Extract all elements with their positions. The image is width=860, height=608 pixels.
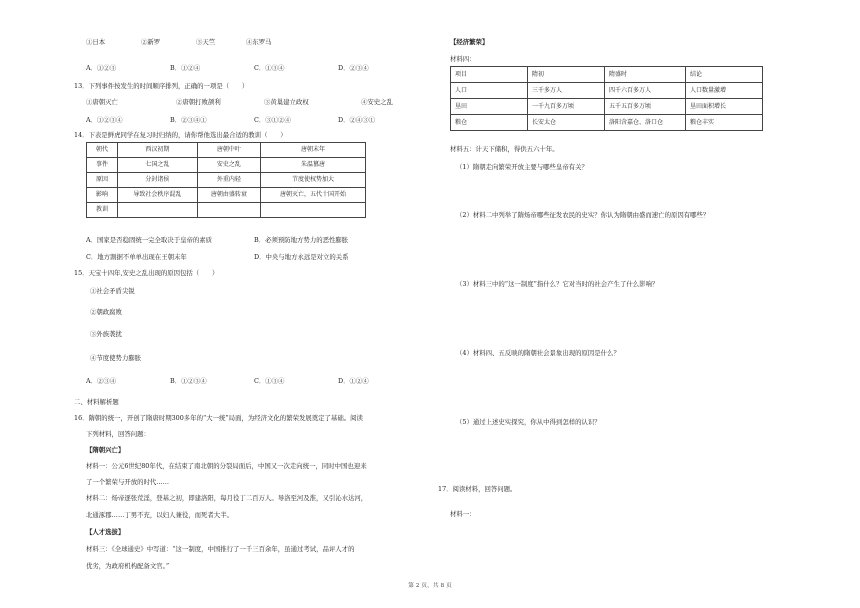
q15-answer-d: D．①②④ <box>338 377 369 385</box>
q13-option-2: ②唐朝打败颉利 <box>176 98 221 106</box>
table-cell: 影响 <box>87 188 118 203</box>
q14-answer-b: B．必须预防地方势力的恶性膨胀 <box>254 236 349 244</box>
table-cell: 人口 <box>451 83 528 99</box>
table-row <box>451 115 763 131</box>
page-footer: 第 2 页，共 8 页 <box>408 583 452 589</box>
q15-option-1: ①社会矛盾尖锐 <box>90 287 135 295</box>
economy-table <box>450 66 763 131</box>
q15-option-2: ②朝政腐败 <box>90 308 122 316</box>
table-cell: 垦田面积增长 <box>686 99 763 115</box>
table-row <box>451 67 763 83</box>
q13-option-3: ③黄巢建立政权 <box>264 98 309 106</box>
table-cell: 隋盛时 <box>605 67 686 83</box>
q14-table <box>86 142 366 218</box>
section-heading: 二、材料解析题 <box>74 398 119 406</box>
q13-answer-a: A．①②③④ <box>86 116 123 124</box>
table-row <box>87 158 366 173</box>
q15-stem: 15．天宝十四年,安史之乱出现的原因包括（ ） <box>74 269 219 277</box>
material-2-line2: 北通涿郡……丁男不充，以妇人兼役，而死者大半。 <box>86 511 233 519</box>
table-cell: 七国之乱 <box>118 158 198 173</box>
table-row <box>87 173 366 188</box>
material-3-line2: 优劣，为政府机构配备文官。” <box>86 562 170 570</box>
table-cell: 节度使权势加大 <box>260 173 365 188</box>
q12-answer-b: B．①②④ <box>170 64 201 72</box>
q12-answer-d: D．②③④ <box>338 64 369 72</box>
q15-answer-b: B．①②③④ <box>170 377 207 385</box>
q14-answer-a: A．国家是否稳固统一完全取决于皇帝的素质 <box>86 236 213 244</box>
subquestion-3: （3）材料三中的“这一制度”指什么？它对当时的社会产生了什么影响？ <box>456 280 659 288</box>
table-cell: 隋初 <box>528 67 605 83</box>
table-cell <box>118 203 198 218</box>
q16-stem-line1: 16．隋朝的统一，开创了隋唐时期300多年的“大一统”局面，为经济文化的繁荣发展奠定了基础。阅读 <box>74 414 363 422</box>
table-row <box>87 143 366 158</box>
table-cell: 人口数量激增 <box>686 83 763 99</box>
q17-stem: 17．阅读材料，回答问题。 <box>438 485 517 493</box>
q17-material-1-label: 材料一： <box>450 510 476 518</box>
table-cell: 三千多万人 <box>528 83 605 99</box>
heading-talent-selection: 【人才选拔】 <box>86 528 125 536</box>
material-3-line1: 材料三：《全球通史》中写道：“这一制度，中国推行了一千三百余年，虽通过考试，品评人才的 <box>86 545 355 553</box>
table-cell: 一千九百多万顷 <box>528 99 605 115</box>
q12-option-1: ①日本 <box>86 38 106 46</box>
material-4-label: 材料四： <box>450 55 476 63</box>
table-cell: 唐朝灭亡，五代十国开始 <box>260 188 365 203</box>
subquestion-1: （1）隋朝走向繁荣开放主要与哪些皇帝有关？ <box>456 163 588 171</box>
table-cell: 项目 <box>451 67 528 83</box>
subquestion-2: （2）材料二中列举了隋炀帝哪些征发农民的史实？你认为隋朝由盛而速亡的原因有哪些？ <box>456 211 710 219</box>
q15-option-4: ④节度使势力膨胀 <box>90 354 142 362</box>
table-cell: 垦田 <box>451 99 528 115</box>
q15-option-3: ③外族袭扰 <box>90 330 122 338</box>
table-cell: 粮仓丰实 <box>686 115 763 131</box>
q13-answer-c: C．③①②④ <box>254 116 291 124</box>
table-cell: 长安太仓 <box>528 115 605 131</box>
q14-stem: 14．下表是鲜虎同学在复习时归纳的，请你帮他选出最合适的教训（ ） <box>74 131 287 139</box>
table-cell: 分封诸侯 <box>118 173 198 188</box>
table-cell: 朝代 <box>87 143 118 158</box>
table-row <box>451 83 763 99</box>
table-row <box>87 188 366 203</box>
q12-option-4: ④东罗马 <box>246 38 272 46</box>
table-cell: 朱温篡唐 <box>260 158 365 173</box>
material-1-line2: 了一个繁荣与开放的时代…… <box>86 478 170 486</box>
table-cell: 粮仓 <box>451 115 528 131</box>
q13-answer-d: D．②④③① <box>338 116 376 124</box>
q13-option-4: ④安史之乱 <box>361 98 393 106</box>
table-cell: 结论 <box>686 67 763 83</box>
table-cell <box>260 203 365 218</box>
table-cell: 唐朝末年 <box>260 143 365 158</box>
table-cell: 安史之乱 <box>197 158 260 173</box>
heading-economy: 【经济繁荣】 <box>450 38 489 46</box>
table-cell: 唐朝由盛转衰 <box>197 188 260 203</box>
q12-option-2: ②新罗 <box>141 38 161 46</box>
q13-answer-b: B．②③④① <box>170 116 207 124</box>
subquestion-5: （5）通过上述史实探究，你从中得到怎样的认识？ <box>456 418 601 426</box>
q12-option-3: ③天竺 <box>196 38 216 46</box>
q16-stem-line2: 下列材料，回答问题： <box>86 430 150 438</box>
material-1-line1: 材料一：公元6世纪80年代，在结束了南北朝的分裂局面后，中国又一次走向统一，同时中国也迎来 <box>86 462 367 470</box>
q14-answer-c: C．地方割据不单单出现在王朝末年 <box>86 253 187 261</box>
table-cell: 五千五百多万顷 <box>605 99 686 115</box>
table-cell: 导致社会秩序混乱 <box>118 188 198 203</box>
table-cell: 四千六百多万人 <box>605 83 686 99</box>
q15-answer-c: C．①③④ <box>254 377 285 385</box>
q14-answer-d: D．中央与地方永远是对立的关系 <box>254 253 349 261</box>
q12-answer-c: C．①③④ <box>254 64 285 72</box>
table-row <box>451 99 763 115</box>
heading-sui-rise-fall: 【隋朝兴亡】 <box>86 446 125 454</box>
q15-answer-a: A．②③④ <box>86 377 117 385</box>
subquestion-4: （4）材料四、五反映的隋朝社会景象出现的原因是什么？ <box>456 349 620 357</box>
q12-answer-a: A．①②③ <box>86 64 117 72</box>
table-cell <box>197 203 260 218</box>
table-cell: 洛阳含嘉仓、洛口仓 <box>605 115 686 131</box>
table-cell: 西汉初期 <box>118 143 198 158</box>
table-row <box>87 203 366 218</box>
material-5: 材料五：计天下储积，得供五六十年。 <box>450 145 559 153</box>
table-cell: 原因 <box>87 173 118 188</box>
table-cell: 教训 <box>87 203 118 218</box>
q13-stem: 13．下列事件按发生的时间顺序排列，正确的一项是（ ） <box>74 82 249 90</box>
table-cell: 事件 <box>87 158 118 173</box>
material-2-line1: 材料二：炀帝逐张荒淫，登基之初，即建洛阳，每月役丁二百万人。导洛至河及淮，又引沁水达河， <box>86 494 368 502</box>
table-cell: 唐朝中叶 <box>197 143 260 158</box>
q13-option-1: ①唐朝灭亡 <box>86 98 118 106</box>
table-cell: 外重内轻 <box>197 173 260 188</box>
